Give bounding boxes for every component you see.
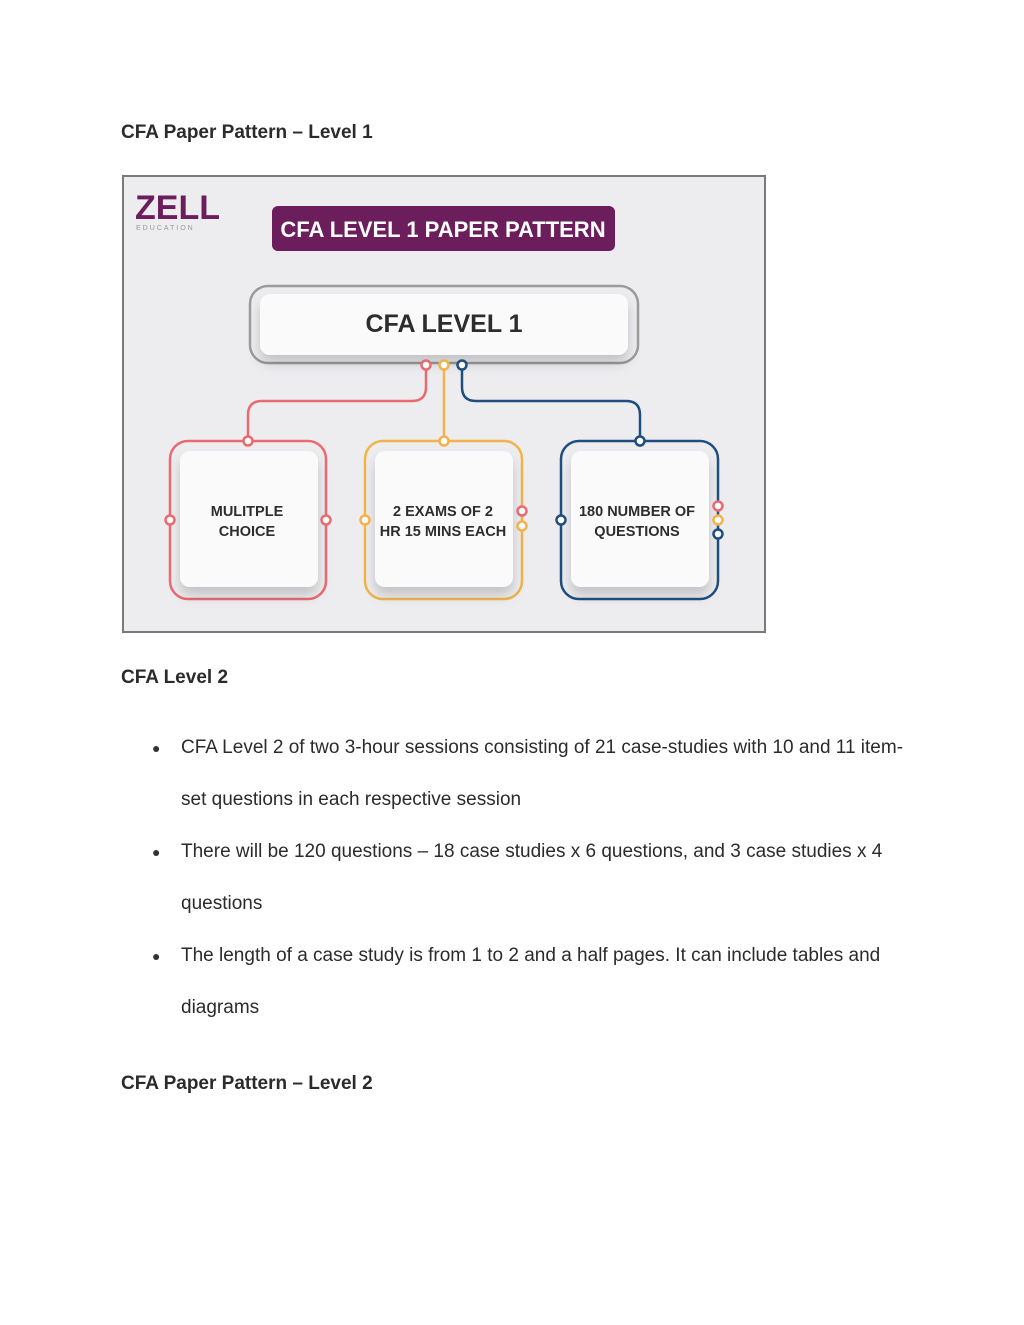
logo-text: ZELL [135,189,220,227]
box1-line2: CHOICE [218,524,276,540]
bullet-text: The length of a case study is from 1 to 2 and a half pages. It can include tables and diagrams [181,945,881,1018]
box3-line1: 180 NUMBER OF [578,504,696,520]
info-box-question-count [557,437,723,600]
info-box-exam-duration [361,437,527,600]
list-item [152,722,912,826]
list-item [152,930,912,1034]
zell-logo [135,189,220,232]
level2-bullet-list [152,722,912,1034]
cfa-level1-infographic [122,175,766,633]
bullet-icon: ● [152,740,161,756]
banner-text: CFA LEVEL 1 PAPER PATTERN [280,217,606,242]
list-item [152,826,912,930]
section-heading-level1-pattern: CFA Paper Pattern – Level 1 [121,122,373,143]
info-box-multiple-choice [166,437,331,600]
box2-line1: 2 EXAMS OF 2 [393,504,493,520]
bullet-text: There will be 120 questions – 18 case studies x 6 questions, and 3 case studies x 4 questions [181,841,883,914]
box2-line2: HR 15 MINS EACH [379,524,507,540]
logo-subtext: EDUCATION [136,225,195,232]
root-label: CFA LEVEL 1 [365,310,523,338]
box1-line1: MULITPLE [210,504,284,520]
bullet-icon: ● [152,844,161,860]
section-heading-level2: CFA Level 2 [121,667,229,688]
bullet-text: CFA Level 2 of two 3-hour sessions consisting of 21 case-studies with 10 and 11 item-set questions in each respective session [181,737,904,810]
box3-line2: QUESTIONS [594,524,680,540]
bullet-icon: ● [152,948,161,964]
section-heading-level2-pattern: CFA Paper Pattern – Level 2 [121,1073,373,1094]
